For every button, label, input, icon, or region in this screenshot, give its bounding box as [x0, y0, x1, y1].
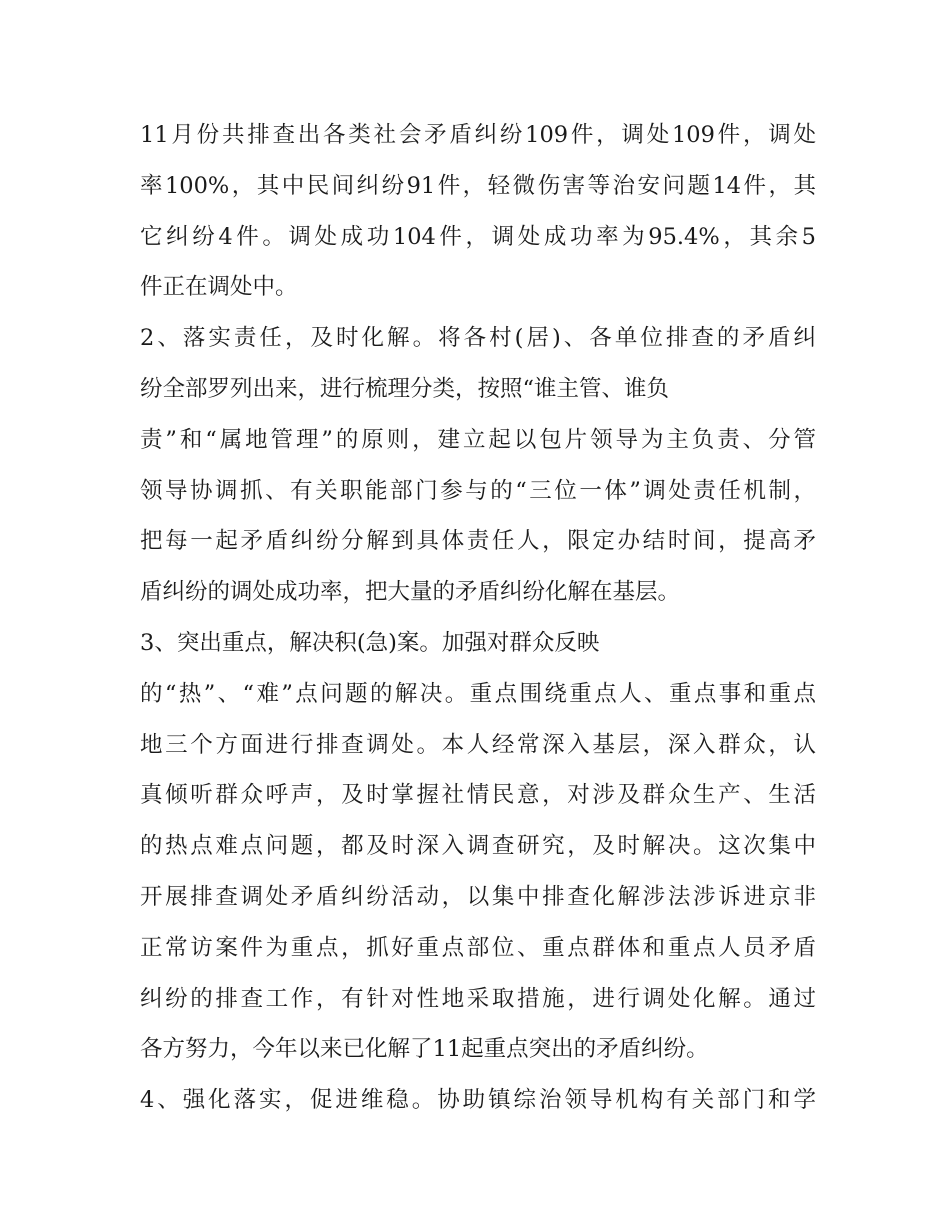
text-line: 开展排查调处矛盾纠纷活动，以集中排查化解涉法涉诉进京非 — [140, 883, 816, 910]
text-line: 责”和“属地管理”的原则，建立起以包片领导为主负责、分管 — [140, 426, 816, 453]
text-line: 地三个方面进行排查调处。本人经常深入基层，深入群众，认 — [140, 731, 816, 758]
text-line: 4、强化落实，促进维稳。协助镇综治领导机构有关部门和学 — [140, 1087, 816, 1114]
text-line: 领导协调抓、有关职能部门参与的“三位一体”调处责任机制， — [140, 477, 816, 504]
document-body — [140, 110, 816, 1126]
text-line: 率100%，其中民间纠纷91件，轻微伤害等治安问题14件，其 — [140, 172, 816, 199]
text-line: 2、落实责任，及时化解。将各村(居)、各单位排查的矛盾纠 — [140, 325, 816, 352]
text-line: 的热点难点问题，都及时深入调查研究，及时解决。这次集中 — [140, 833, 816, 860]
text-line: 3、突出重点，解决积(急)案。加强对群众反映 — [140, 629, 600, 656]
text-line: 盾纠纷的调处成功率，把大量的矛盾纠纷化解在基层。 — [140, 579, 681, 606]
text-line: 件正在调处中。 — [140, 274, 298, 301]
text-line: 正常访案件为重点，抓好重点部位、重点群体和重点人员矛盾 — [140, 934, 816, 961]
text-line: 它纠纷4件。调处成功104件，调处成功率为95.4%，其余5 — [140, 223, 816, 250]
text-line: 纠纷的排查工作，有针对性地采取措施，进行调处化解。通过 — [140, 985, 816, 1012]
text-line: 11月份共排查出各类社会矛盾纠纷109件，调处109件，调处 — [140, 122, 816, 148]
text-line: 真倾听群众呼声，及时掌握社情民意，对涉及群众生产、生活 — [140, 782, 816, 809]
text-line: 各方努力，今年以来已化解了11起重点突出的矛盾纠纷。 — [140, 1036, 709, 1063]
text-line: 的“热”、“难”点问题的解决。重点围绕重点人、重点事和重点 — [140, 680, 816, 707]
text-line: 纷全部罗列出来，进行梳理分类，按照“谁主管、谁负 — [140, 375, 670, 402]
text-line: 把每一起矛盾纠纷分解到具体责任人，限定办结时间，提高矛 — [140, 528, 816, 555]
